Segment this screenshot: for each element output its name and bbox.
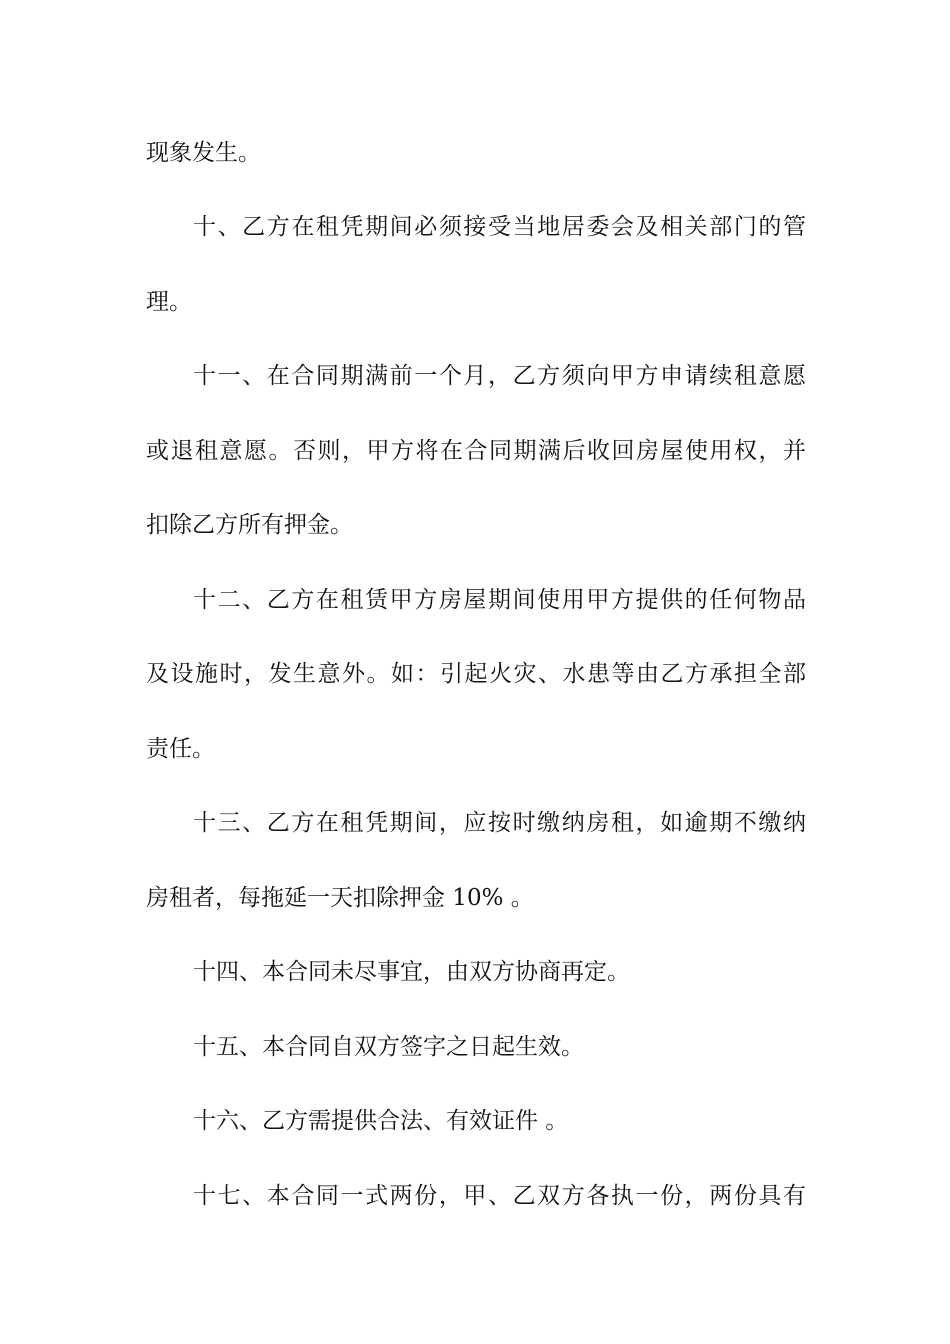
text-line-continuation: 现象发生。 (146, 140, 261, 166)
clause-13-line-2: 房租者，每拖延一天扣除押金 10% 。 (146, 885, 534, 911)
clause-15-line-1: 十五、本合同自双方签字之日起生效。 (193, 1034, 584, 1060)
clause-12-line-1: 十二、乙方在租赁甲方房屋期间使用甲方提供的任何物品 (193, 587, 808, 613)
clause-11-line-2: 或退租意愿。否则，甲方将在合同期满后收回房屋使用权，并 (146, 438, 808, 464)
clause-13-line-1: 十三、乙方在租凭期间，应按时缴纳房租，如逾期不缴纳 (193, 810, 808, 836)
clause-12-line-2: 及设施时，发生意外。如：引起火灾、水患等由乙方承担全部 (146, 661, 808, 687)
clause-10-line-2: 理。 (146, 289, 192, 315)
clause-10-line-1: 十、乙方在租凭期间必须接受当地居委会及相关部门的管 (193, 214, 808, 240)
clause-11-line-1: 十一、在合同期满前一个月，乙方须向甲方申请续租意愿 (193, 363, 808, 389)
clause-11-line-3: 扣除乙方所有押金。 (146, 512, 353, 538)
clause-16-line-1: 十六、乙方需提供合法、有效证件 。 (193, 1108, 569, 1134)
clause-14-line-1: 十四、本合同未尽事宜，由双方协商再定。 (193, 959, 630, 985)
clause-12-line-3: 责任。 (146, 736, 215, 762)
clause-17-line-1: 十七、本合同一式两份，甲、乙双方各执一份，两份具有 (193, 1183, 808, 1209)
